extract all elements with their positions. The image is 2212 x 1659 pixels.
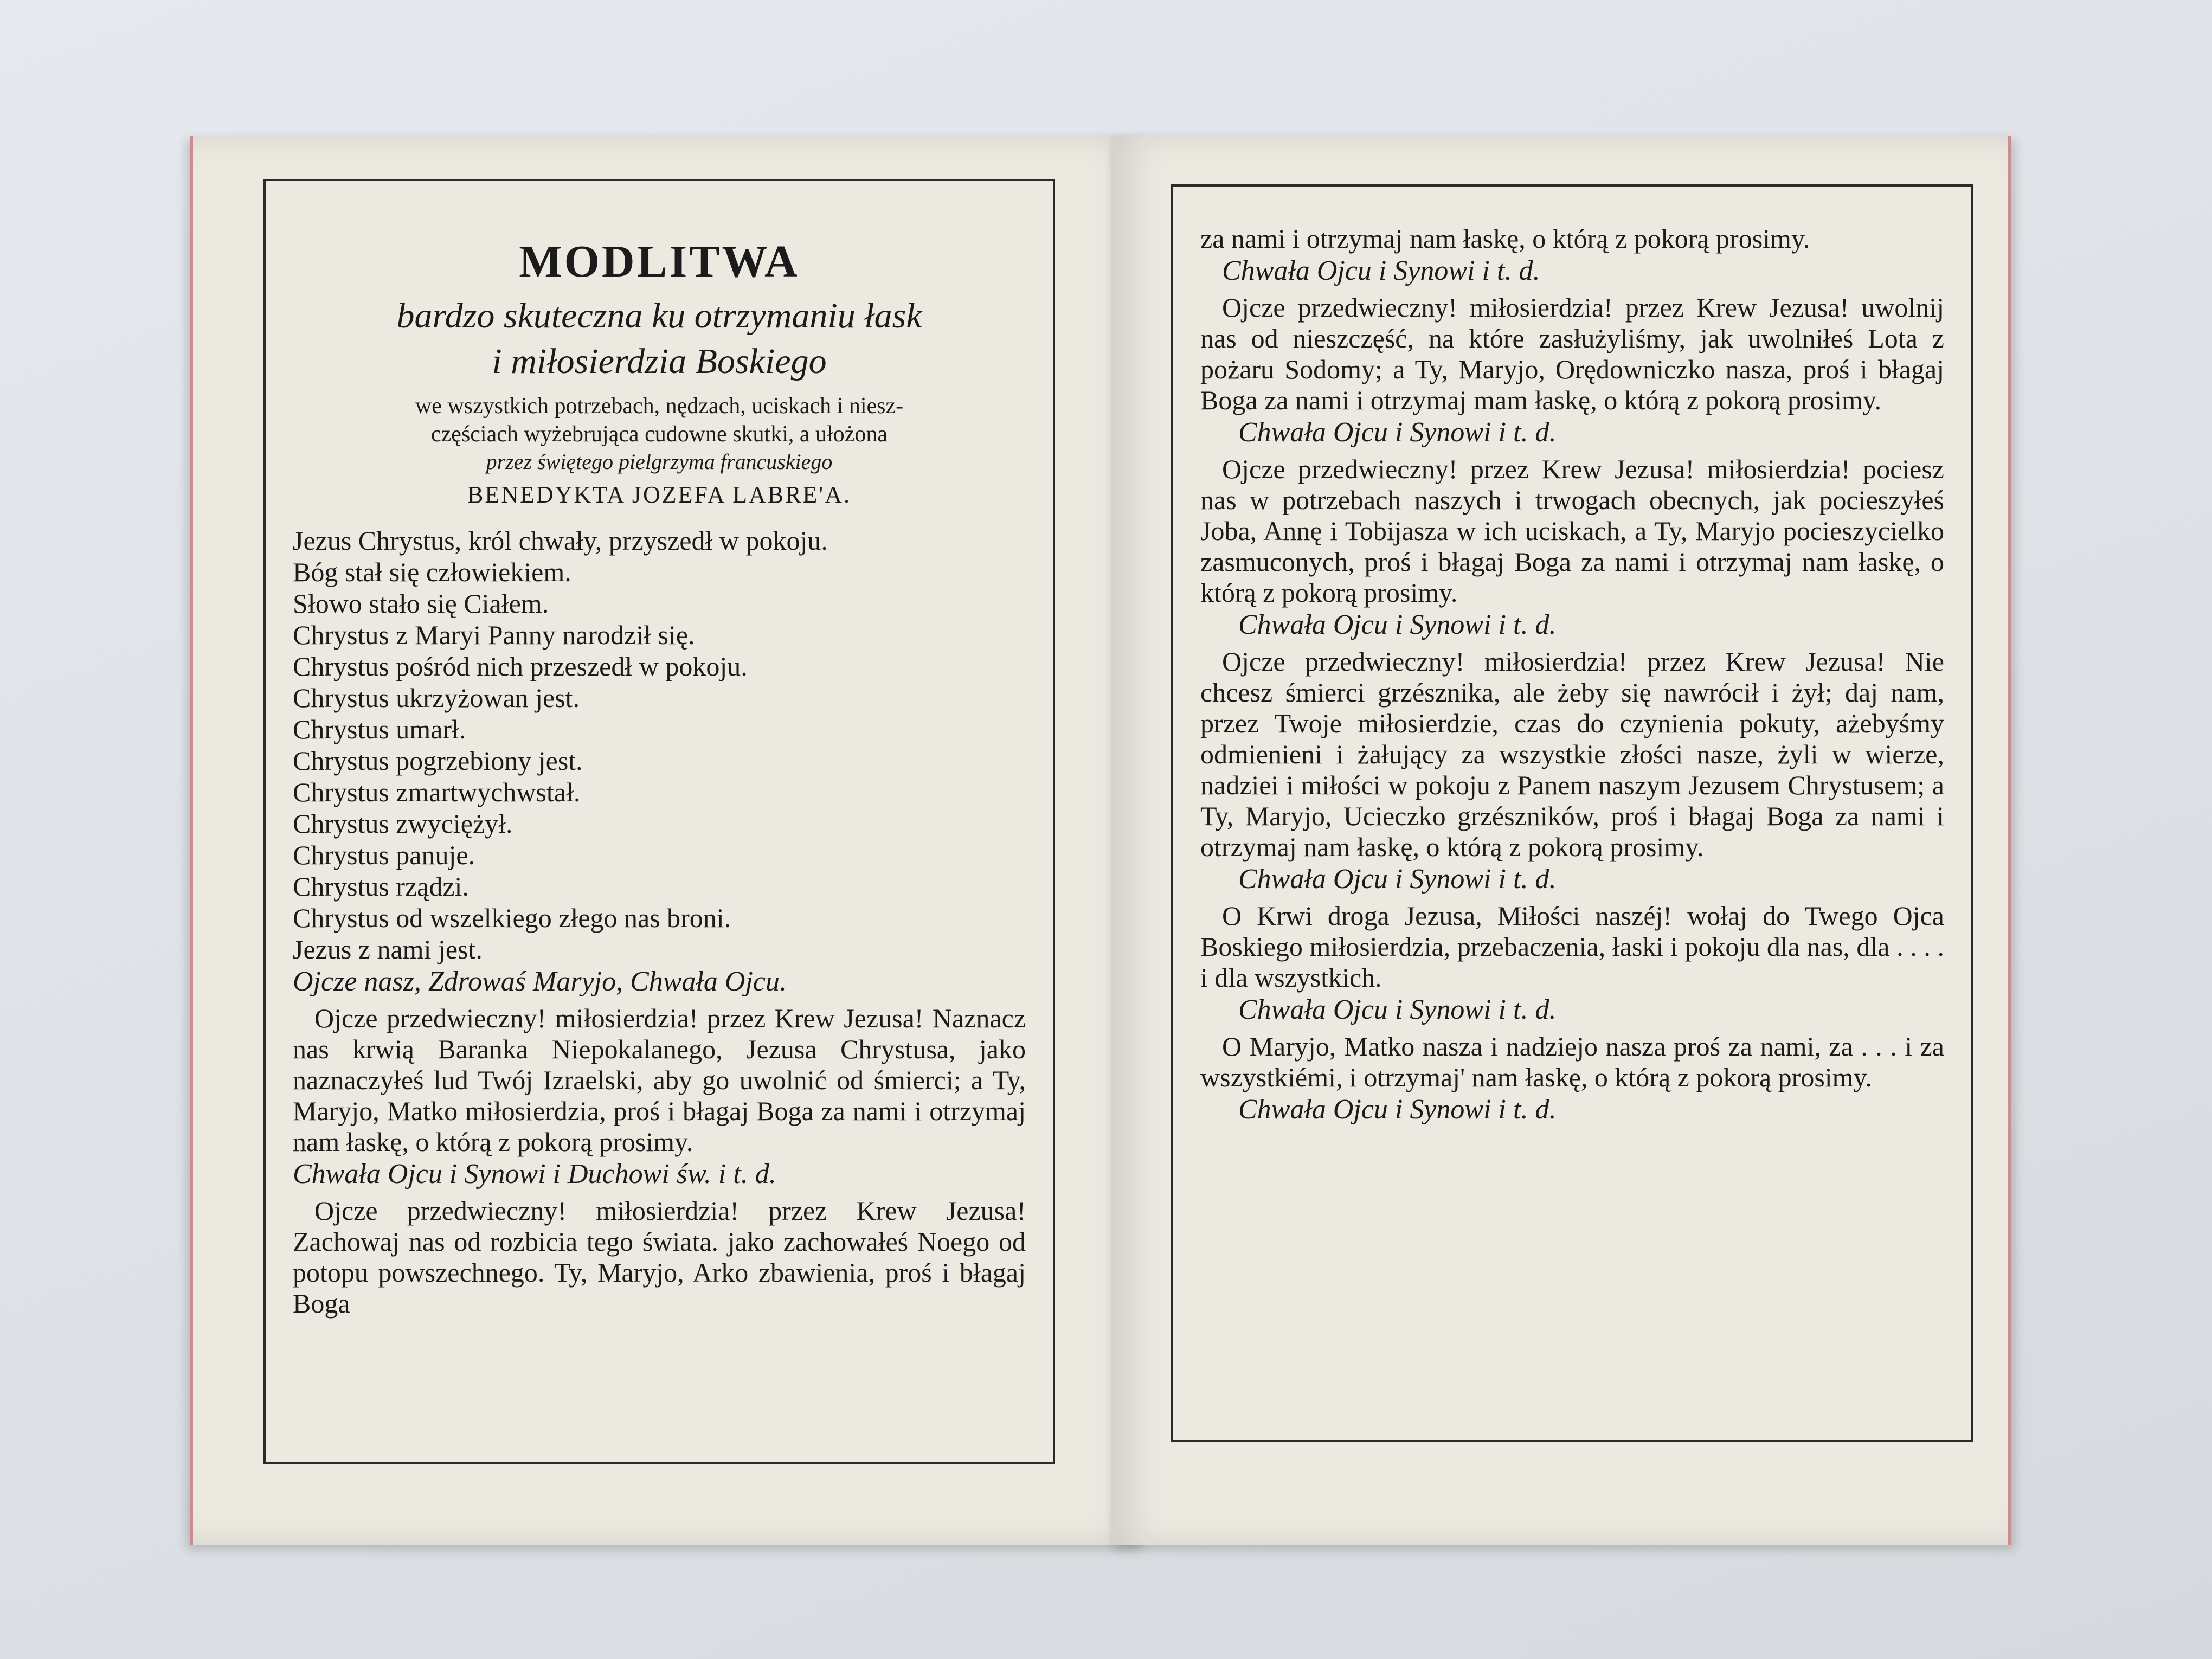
prayer-title: MODLITWA [519,236,800,287]
prayer-booklet [190,136,2011,1545]
litany-line: Chrystus zwyciężył. [293,808,513,839]
litany-line: Bóg stał się człowiekiem. [293,557,571,587]
glory-be-line: Chwała Ojcu i Synowi i t. d. [1238,994,1557,1025]
closing-prayers-line: Ojcze nasz, Zdrowaś Maryjo, Chwała Ojcu. [293,966,787,997]
left-page-frame [263,179,1055,1464]
litany-block [293,525,1026,965]
prayer-paragraph: Ojcze przedwieczny! miłosierdzia! przez Krew Jezusa! Naznacz nas krwią Baranka Niepokalanego, Jezusa Chrystusa, jako naznaczyłeś lud Twój Izraelski, aby go uwolnić od śmierci; a Ty, Maryjo, Matko miłosierdzia, proś i błagaj Boga za nami i otrzymaj nam łaskę, o którą z pokorą prosimy. [293,1003,1026,1157]
prayer-subtitle-line-1: bardzo skuteczna ku otrzymaniu łask [396,296,922,336]
litany-line: Chrystus pośród nich przeszedł w pokoju. [293,651,748,681]
litany-line: Chrystus pogrzebiony jest. [293,745,583,776]
litany-line: Słowo stało się Ciałem. [293,588,549,619]
glory-be-line: Chwała Ojcu i Synowi i t. d. [1222,255,1540,286]
prayer-description-line-1: we wszystkich potrzebach, nędzach, uciskach i niesz- [415,394,904,419]
prayer-paragraph: Ojcze przedwieczny! miłosierdzia! przez Krew Jezusa! uwolnij nas od nieszczęść, na które zasłużyliśmy, jak uwolniłeś Lota z pożaru Sodomy; a Ty, Maryjo, Orędowniczko nasza, proś i błagaj Boga za nami i otrzymaj mam łaskę, o którą z pokorą prosimy. [1200,292,1944,415]
prayer-paragraph: Ojcze przedwieczny! miłosierdzia! przez Krew Jezusa! Zachowaj nas od rozbicia tego świata. jako zachowałeś Noego od potopu powszechnego. Ty, Maryjo, Arko zbawienia, proś i błagaj Boga [293,1195,1026,1319]
prayer-paragraph: O Krwi droga Jezusa, Miłości naszéj! wołaj do Twego Ojca Boskiego miłosierdzia, przebaczenia, łaski i pokoju dla nas, dla . . . . i dla wszystkich. [1200,901,1944,993]
glory-be-line: Chwała Ojcu i Synowi i t. d. [1238,417,1557,448]
litany-line: Chrystus panuje. [293,840,475,870]
litany-line: Chrystus zmartwychwstał. [293,777,581,807]
litany-line: Chrystus umarł. [293,714,466,744]
litany-line: Jezus z nami jest. [293,934,483,964]
glory-be-line: Chwała Ojcu i Synowi i Duchowi św. i t. d. [293,1159,776,1189]
litany-line: Chrystus rządzi. [293,871,469,902]
right-page [1111,136,2011,1545]
prayer-author: BENEDYKTA JOZEFA LABRE'A. [467,481,852,508]
left-page [190,136,1144,1545]
glory-be-line: Chwała Ojcu i Synowi i t. d. [1238,864,1557,895]
prayer-description-line-2: częściach wyżebrująca cudowne skutki, a ułożona [431,422,888,447]
prayer-paragraph: O Maryjo, Matko nasza i nadziejo nasza proś za nami, za . . . i za wszystkiémi, i otrzymaj' nam łaskę, o którą z pokorą prosimy. [1200,1031,1944,1092]
prayer-subtitle-line-2: i miłosierdzia Boskiego [492,342,827,381]
prayer-paragraph: Ojcze przedwieczny! przez Krew Jezusa! miłosierdzia! pociesz nas w potrzebach naszych i trwogach obecnych, jak pocieszyłeś Joba, Annę i Tobijasza w ich uciskach, a Ty, Maryjo pocieszycielko zasmuconych, proś i błagaj Boga za nami i otrzymaj nam łaskę, o którą z pokorą prosimy. [1200,454,1944,608]
litany-line: Chrystus z Maryi Panny narodził się. [293,620,695,650]
litany-line: Chrystus od wszelkiego złego nas broni. [293,903,731,933]
litany-line: Jezus Chrystus, król chwały, przyszedł w pokoju. [293,525,828,556]
prayer-paragraph-continued: za nami i otrzymaj nam łaskę, o którą z pokorą prosimy. [1200,223,1810,254]
glory-be-line: Chwała Ojcu i Synowi i t. d. [1238,1094,1557,1125]
prayer-description-line-3: przez świętego pielgrzyma francuskiego [486,449,833,474]
glory-be-line: Chwała Ojcu i Synowi i t. d. [1238,609,1557,640]
right-page-frame [1171,184,1973,1442]
litany-line: Chrystus ukrzyżowan jest. [293,683,580,713]
prayer-paragraph: Ojcze przedwieczny! miłosierdzia! przez Krew Jezusa! Nie chcesz śmierci grzésznika, ale żeby się nawrócił i żył; daj nam, przez Twoje miłosierdzie, czas do czynienia pokuty, ażebyśmy odmienieni i żałujący za wszystkie złości nasze, żyli w wierze, nadziei i miłości w pokoju z Panem naszym Jezusem Chrystusem; a Ty, Maryjo, Ucieczko grzészników, proś i błagaj Boga za nami i otrzymaj nam łaskę, o którą z pokorą prosimy. [1200,646,1944,862]
